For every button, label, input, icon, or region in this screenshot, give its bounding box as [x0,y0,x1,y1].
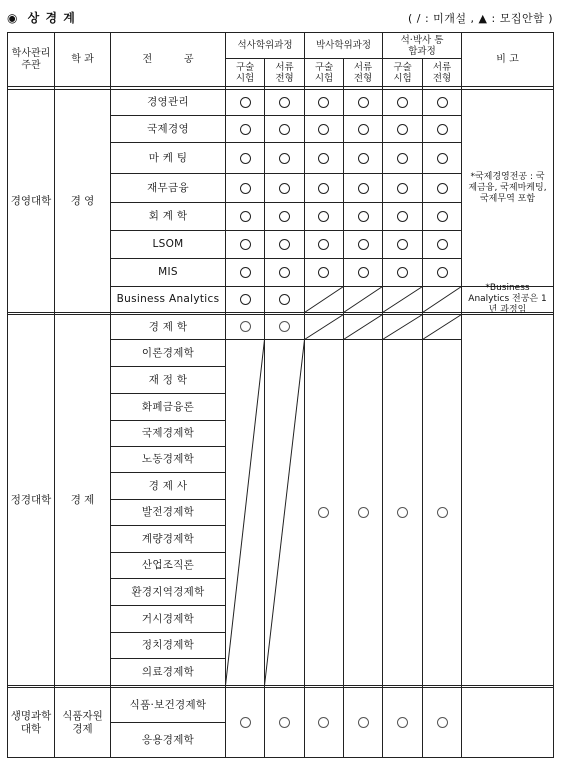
header-oral-exam: 구술 시험 [314,61,334,84]
college-cell: 생명과학대학 [10,709,52,735]
offered-mark-icon [397,124,408,135]
offered-mark-icon [240,183,251,194]
offered-mark-icon [318,124,329,135]
major-cell: 경 제 학 [148,320,188,333]
offered-mark-icon [279,183,290,194]
offered-mark-icon [279,294,290,305]
offered-mark-icon [318,717,329,728]
college-cell: 경영대학 [10,194,52,207]
offered-mark-icon [437,124,448,135]
offered-mark-icon [279,211,290,222]
legend-note: ( / : 미개설 , ▲ : 모집안함 ) [407,12,553,25]
offered-mark-icon [358,267,369,278]
not-offered-slash [226,340,265,686]
offered-mark-icon [279,267,290,278]
offered-mark-icon [318,211,329,222]
major-cell: MIS [158,266,178,278]
remark-business-analytics: *Business Analytics 전공은 1년 과정임 [468,283,547,315]
not-offered-slash [423,315,462,340]
offered-mark-icon [358,507,369,518]
offered-mark-icon [437,239,448,250]
offered-mark-icon [279,124,290,135]
major-cell: 화폐금융론 [141,400,195,413]
not-offered-slash [305,315,344,340]
offered-mark-icon [318,507,329,518]
not-offered-slash [344,315,383,340]
major-cell: 이론경제학 [141,346,195,359]
header-oral-exam: 구술 시험 [235,61,255,84]
offered-mark-icon [358,239,369,250]
offered-mark-icon [240,717,251,728]
offered-mark-icon [358,211,369,222]
offered-mark-icon [318,183,329,194]
major-cell: 국제경영 [147,122,189,135]
offered-mark-icon [397,267,408,278]
major-cell: 재무금융 [147,181,189,194]
college-cell: 정경대학 [10,493,52,506]
offered-mark-icon [318,267,329,278]
header-department: 학 과 [71,53,94,65]
offered-mark-icon [437,267,448,278]
section-heading [7,9,76,26]
major-cell: 노동경제학 [141,453,195,465]
major-cell: 거시경제학 [141,612,195,625]
offered-mark-icon [437,507,448,518]
header-doc-review: 서류 전형 [353,61,373,84]
major-cell: 식품·보건경제학 [129,698,207,711]
offered-mark-icon [240,321,251,332]
header-doc-review: 서류 전형 [432,61,452,84]
major-cell: LSOM [152,238,184,250]
offered-mark-icon [279,717,290,728]
offered-mark-icon [358,153,369,164]
major-cell: 재 정 학 [148,373,188,386]
offered-mark-icon [279,321,290,332]
offered-mark-icon [437,183,448,194]
major-cell: 응용경제학 [141,733,195,746]
header-masters: 석사학위과정 [237,40,293,51]
offered-mark-icon [437,97,448,108]
offered-mark-icon [358,717,369,728]
offered-mark-icon [279,239,290,250]
header-college-admin: 학사관리 주관 [11,47,51,71]
department-cell: 식품자원경제 [62,709,103,735]
major-cell: 정치경제학 [141,639,195,651]
major-cell: 경 제 사 [148,479,188,492]
offered-mark-icon [437,153,448,164]
offered-mark-icon [240,211,251,222]
offered-mark-icon [397,183,408,194]
not-offered-slash [423,287,462,313]
offered-mark-icon [240,97,251,108]
major-cell: Business Analytics [116,293,220,305]
header-doctoral: 박사학위과정 [315,40,372,51]
major-cell: 국제경제학 [141,427,195,439]
major-cell: 계량경제학 [141,532,195,545]
header-doc-review: 서류 전형 [275,61,294,84]
offered-mark-icon [437,717,448,728]
header-oral-exam: 구술 시험 [393,61,412,84]
offered-mark-icon [240,294,251,305]
major-cell: 회 계 학 [148,210,188,222]
department-cell: 경 영 [70,194,95,207]
offered-mark-icon [240,267,251,278]
offered-mark-icon [318,97,329,108]
offered-mark-icon [397,153,408,164]
header-major: 전 공 [142,53,194,65]
major-cell: 발전경제학 [141,506,195,518]
offered-mark-icon [397,239,408,250]
offered-mark-icon [397,507,408,518]
not-offered-slash [344,287,383,313]
offered-mark-icon [437,211,448,222]
offered-mark-icon [240,153,251,164]
not-offered-slash [265,340,305,686]
offered-mark-icon [397,97,408,108]
bullet-icon: ◉ [7,11,19,25]
offered-mark-icon [358,124,369,135]
offered-mark-icon [240,239,251,250]
offered-mark-icon [279,97,290,108]
remark-international-business: *국제경영전공 : 국제금융, 국제마케팅, 국제무역 포함 [468,171,547,204]
header-remarks: 비 고 [496,53,519,65]
page-header [0,0,561,30]
offered-mark-icon [397,211,408,222]
offered-mark-icon [318,239,329,250]
offered-mark-icon [397,717,408,728]
offered-mark-icon [318,153,329,164]
not-offered-slash [383,287,423,313]
offered-mark-icon [358,97,369,108]
offered-mark-icon [279,153,290,164]
section-title: 상 경 계 [27,11,76,25]
department-cell: 경 제 [70,493,95,506]
major-cell: 산업조직론 [141,559,195,571]
major-cell: 환경지역경제학 [131,585,205,598]
major-cell: 의료경제학 [141,665,195,678]
major-cell: 마 케 팅 [148,151,188,164]
major-cell: 경영관리 [147,96,189,108]
not-offered-slash [305,287,344,313]
not-offered-slash [383,315,423,340]
offered-mark-icon [240,124,251,135]
header-integrated: 석·박사 통합과정 [400,34,444,57]
offered-mark-icon [358,183,369,194]
